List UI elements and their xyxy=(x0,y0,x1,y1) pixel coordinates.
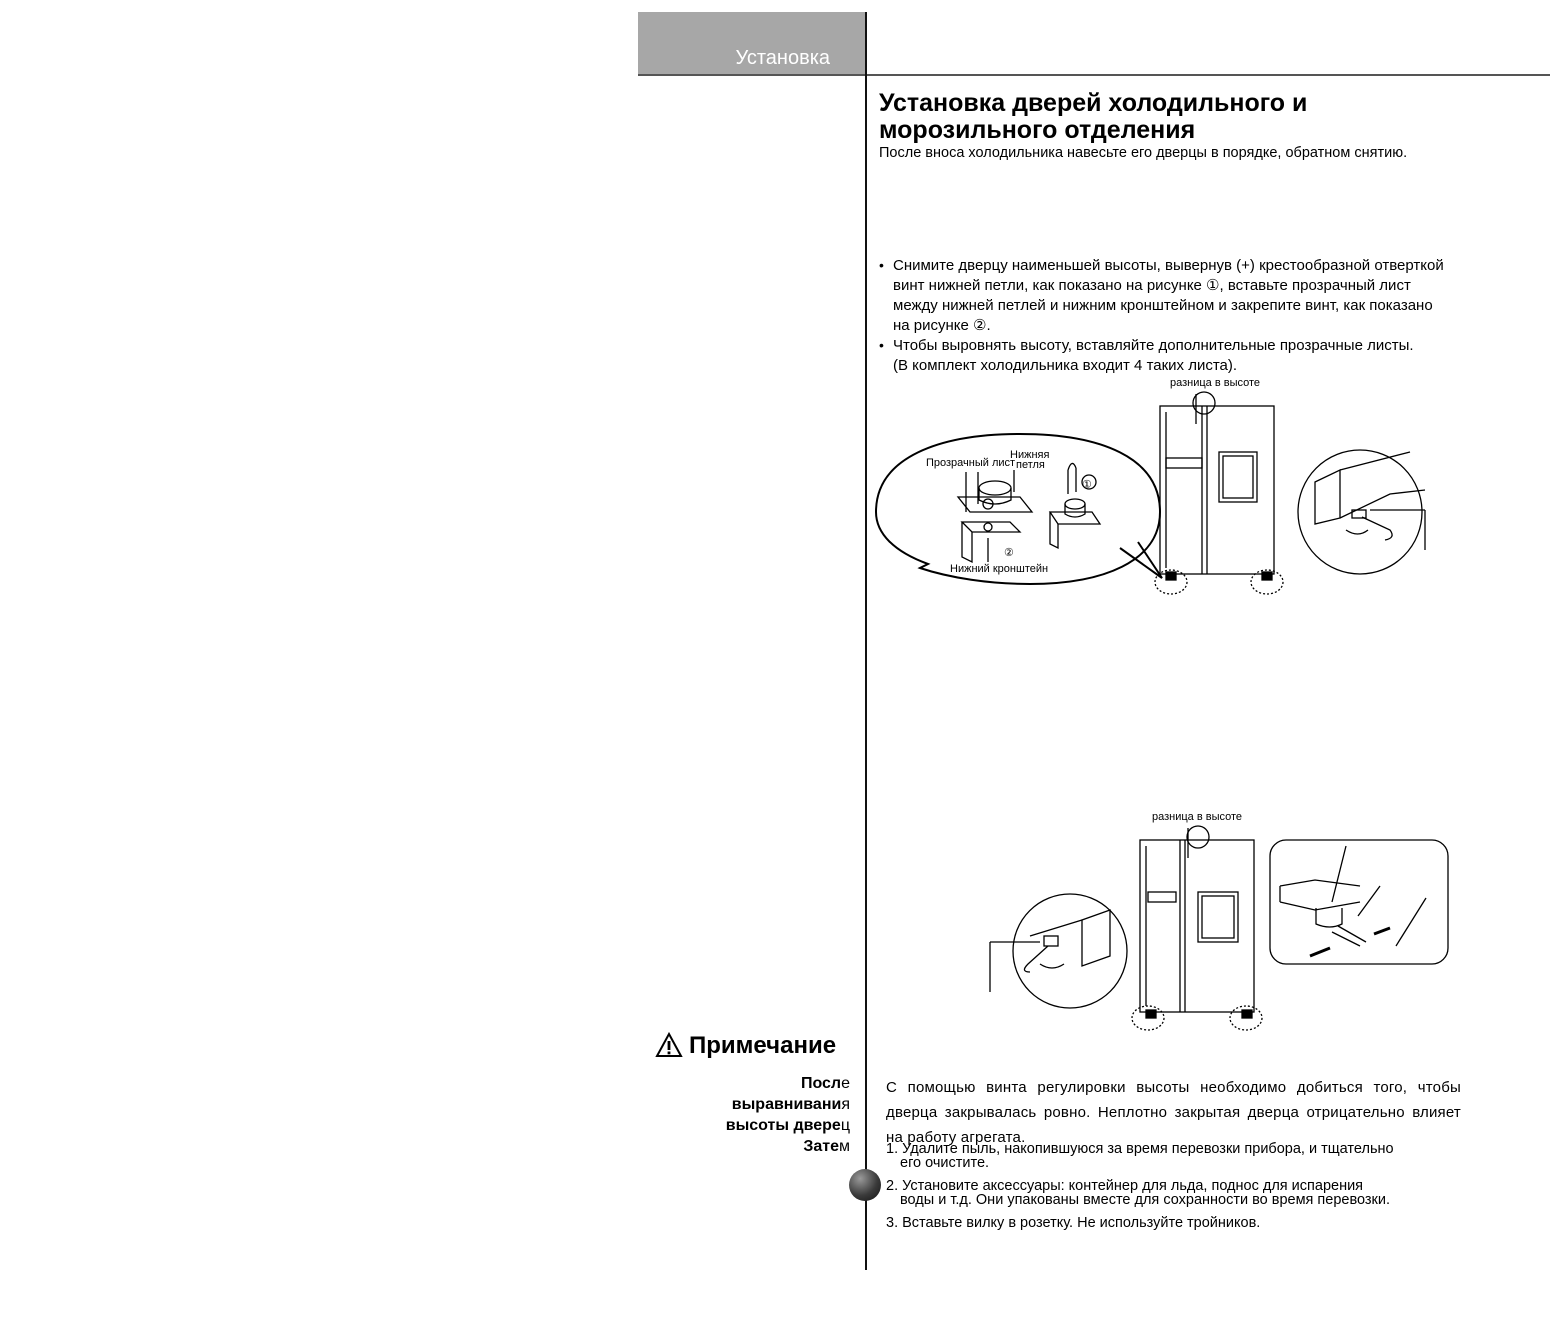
list-item: 1. Удалите пыль, накопившуюся за время перевозки прибора, и тщательно его очистите. xyxy=(886,1141,1394,1171)
clear-sheet-label: Прозрачный лист xyxy=(926,457,1016,469)
page-marker-icon xyxy=(849,1169,881,1201)
list-item: 3. Вставьте вилку в розетку. Не используйте тройников. xyxy=(886,1215,1261,1231)
bullet-icon: • xyxy=(879,257,884,273)
title-line-1: Установка дверей холодильного и xyxy=(879,89,1308,117)
marker-1: ① xyxy=(1082,479,1092,491)
note-line: высоты дверец xyxy=(725,1117,850,1134)
height-adjust-figure xyxy=(980,806,1455,1036)
bullet-line: между нижней петлей и нижним кронштейном и закрепите винт, как показано xyxy=(893,297,1433,314)
bullet-line: винт нижней петли, как показано на рисунке ①, вставьте прозрачный лист xyxy=(893,277,1411,294)
page-subtitle: После вноса холодильника навесьте его дверцы в порядке, обратном снятию. xyxy=(879,145,1408,161)
steps-list xyxy=(886,1142,1486,1239)
column-divider xyxy=(865,12,867,1270)
note-text xyxy=(726,1073,850,1157)
section-label: Установка xyxy=(735,47,830,69)
bullet-line: Чтобы выровнять высоту, вставляйте дополнительные прозрачные листы. xyxy=(893,337,1414,354)
bullet-line: Снимите дверцу наименьшей высоты, вывернув (+) крестообразной отверткой xyxy=(893,257,1444,274)
title-line-2: морозильного отделения xyxy=(879,116,1196,144)
bullet-line: на рисунке ②. xyxy=(893,317,991,334)
page-title xyxy=(879,90,1307,144)
instruction-bullets xyxy=(879,256,1519,376)
marker-2: ② xyxy=(1004,547,1014,559)
warning-icon xyxy=(655,1032,683,1058)
bullet-icon: • xyxy=(879,337,884,353)
note-header xyxy=(655,1030,855,1064)
header-divider xyxy=(638,74,1550,76)
bullet-line: (В комплект холодильника входит 4 таких листа). xyxy=(893,357,1238,374)
note-line: После xyxy=(800,1075,850,1092)
lower-hinge-label: Нижняя xyxy=(1010,449,1050,461)
lower-hinge-label: петля xyxy=(1016,459,1045,471)
note-title: Примечание xyxy=(689,1032,837,1059)
refrigerator-outline xyxy=(1140,840,1254,1012)
lower-bracket-label: Нижний кронштейн xyxy=(950,563,1049,575)
height-diff-label: разница в высоте xyxy=(1152,811,1243,823)
height-diff-label: разница в высоте xyxy=(1170,377,1261,389)
note-line: Затем xyxy=(803,1138,850,1155)
bullet-item xyxy=(879,256,1519,336)
section-tab xyxy=(638,12,866,75)
list-item: 2. Установите аксессуары: контейнер для льда, поднос для испарения воды и т.д. Они упакованы вместе для сохранности во время перевозки. xyxy=(886,1178,1391,1208)
door-hinge-figure xyxy=(870,372,1460,607)
note-line: выравнивания xyxy=(731,1096,850,1113)
bullet-item xyxy=(879,336,1519,376)
adjust-paragraph: С помощью винта регулировки высоты необходимо добиться того, чтобы дверца закрывалась ровно. Неплотно закрытая дверца отрицательно влияет на работу агрегата. xyxy=(886,1079,1461,1146)
